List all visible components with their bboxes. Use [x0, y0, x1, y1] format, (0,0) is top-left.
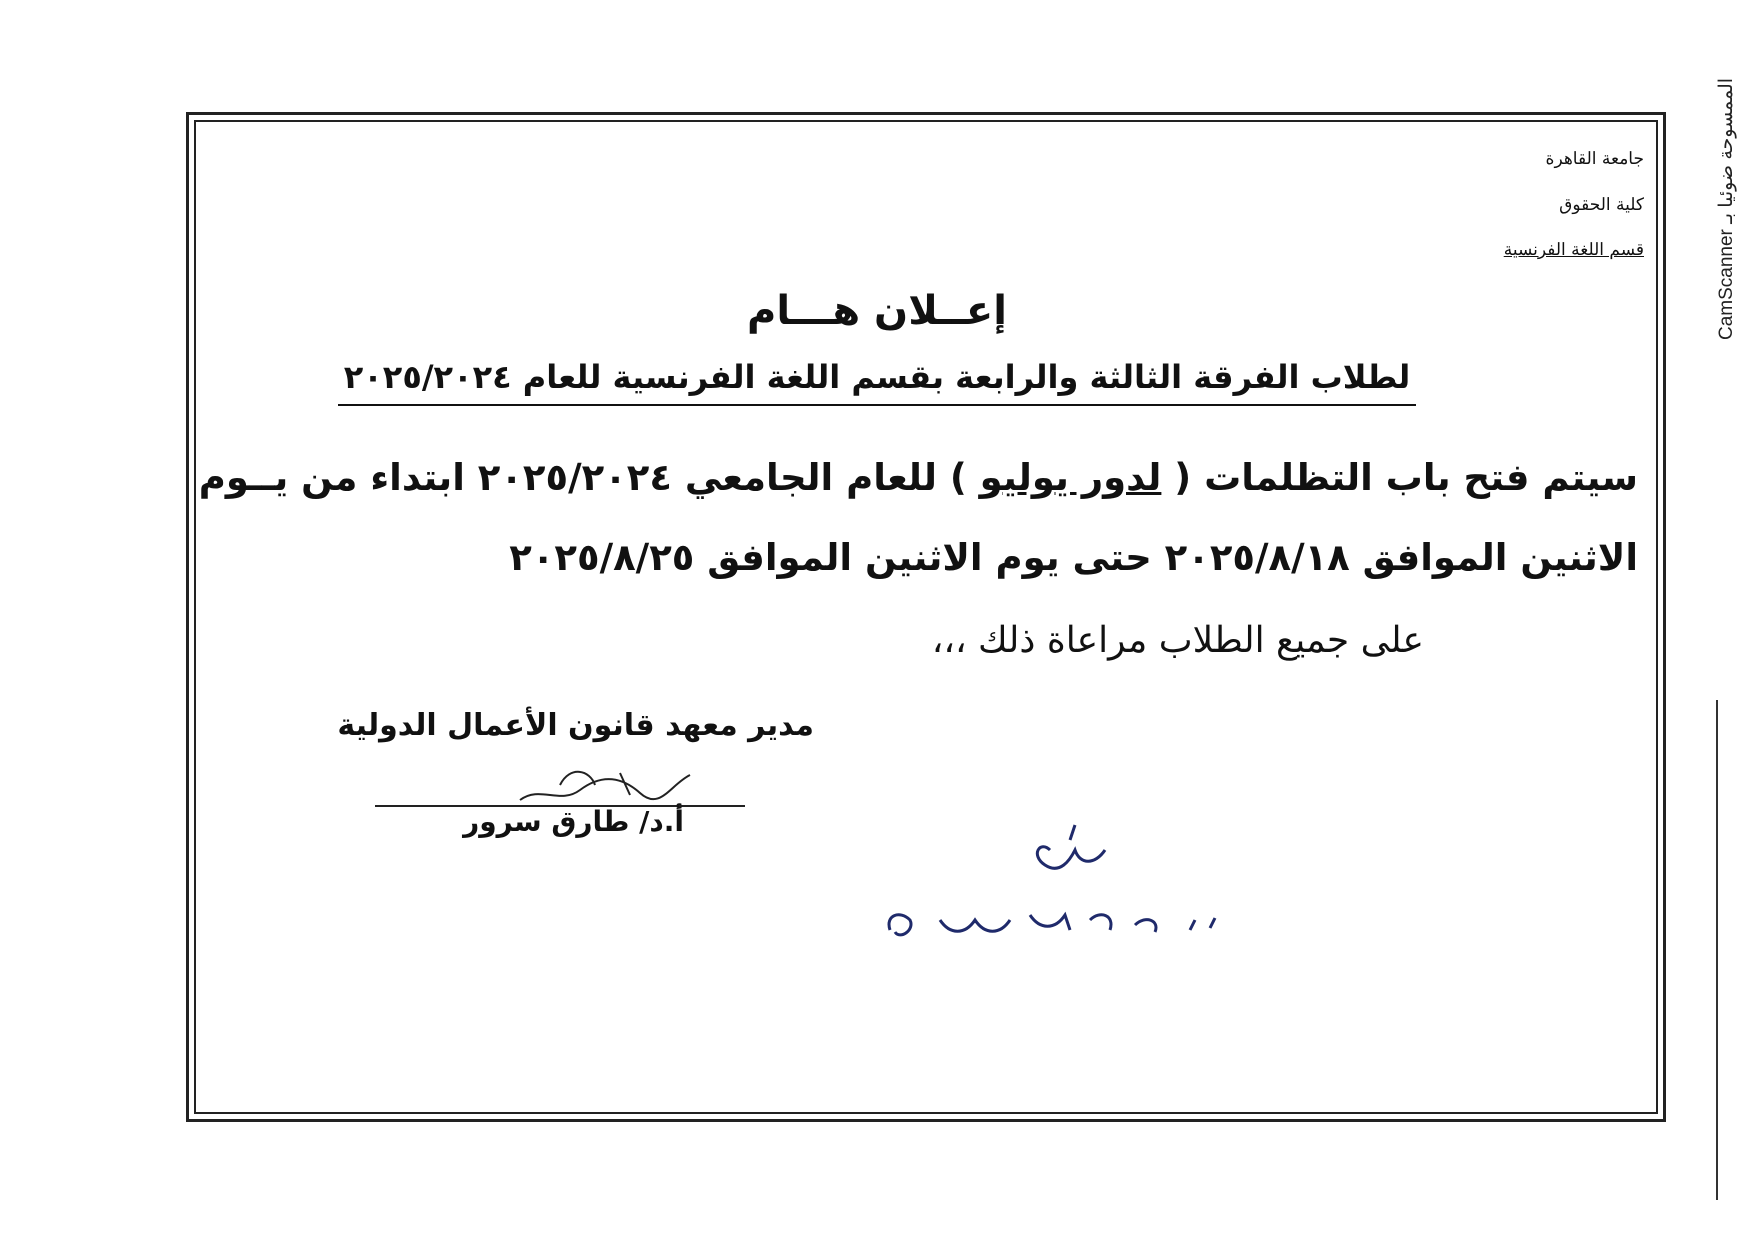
camscanner-watermark: CamScanner الممسوحة ضوئيا بـ: [1716, 77, 1737, 340]
header-faculty: كلية الحقوق: [1559, 195, 1644, 215]
signatory-title: مدير معهد قانون الأعمال الدولية: [337, 708, 814, 743]
announcement-line-1: [198, 456, 1638, 499]
header-department: قسم اللغة الفرنسية: [1503, 240, 1644, 260]
scan-edge-line: [1716, 700, 1718, 1200]
document-frame: [186, 112, 1666, 1122]
line1-underlined: لدور يوليو: [979, 456, 1162, 499]
header-university: جامعة القاهرة: [1545, 149, 1644, 169]
subtitle-text: لطلاب الفرقة الثالثة والرابعة بقسم اللغة الفرنسية للعام ٢٠٢٥/٢٠٢٤: [338, 358, 1417, 406]
line1-part-a: سيتم فتح باب التظلمات (: [1174, 456, 1638, 499]
signatory-name: أ.د/ طارق سرور: [463, 805, 684, 838]
announcement-title: إعــلان هـــام: [747, 288, 1007, 334]
announcement-subtitle: [0, 358, 1754, 396]
handwritten-signature-2: [870, 820, 1230, 970]
line1-part-b: ) للعام الجامعي ٢٠٢٥/٢٠٢٤ ابتداء من يــوم: [198, 456, 967, 499]
announcement-closing: على جميع الطلاب مراعاة ذلك ،،،: [931, 620, 1424, 661]
announcement-line-2: الاثنين الموافق ٢٠٢٥/٨/١٨ حتى يوم الاثنين الموافق ٢٠٢٥/٨/٢٥: [509, 536, 1638, 579]
